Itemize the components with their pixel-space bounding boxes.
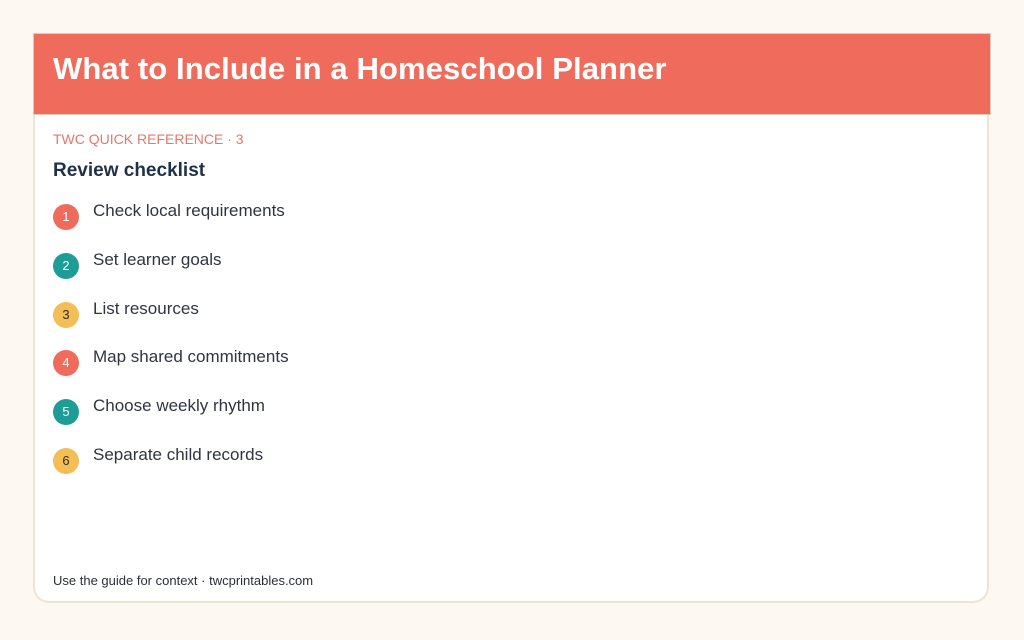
section-title: Review checklist <box>53 160 206 181</box>
checklist-item-label: Set learner goals <box>93 249 222 269</box>
step-number-badge: 6 <box>53 448 79 474</box>
checklist-item-label: Choose weekly rhythm <box>93 396 265 416</box>
checklist-item-label: Map shared commitments <box>93 347 289 367</box>
page-title: What to Include in a Homeschool Planner <box>53 51 667 86</box>
checklist-item-label: Check local requirements <box>93 201 285 220</box>
checklist-item-label: Separate child records <box>93 444 264 464</box>
footer-note: Use the guide for context · twcprintables.com <box>53 573 314 588</box>
eyebrow-label: TWC QUICK REFERENCE · 3 <box>53 131 244 147</box>
step-number-badge: 2 <box>53 253 79 279</box>
step-number-badge: 4 <box>53 350 79 376</box>
page-header <box>33 33 991 115</box>
checklist-item-label: List resources <box>93 298 199 318</box>
step-number-badge: 3 <box>53 302 79 328</box>
step-number-badge: 5 <box>53 399 79 425</box>
step-number-badge: 1 <box>53 204 79 230</box>
